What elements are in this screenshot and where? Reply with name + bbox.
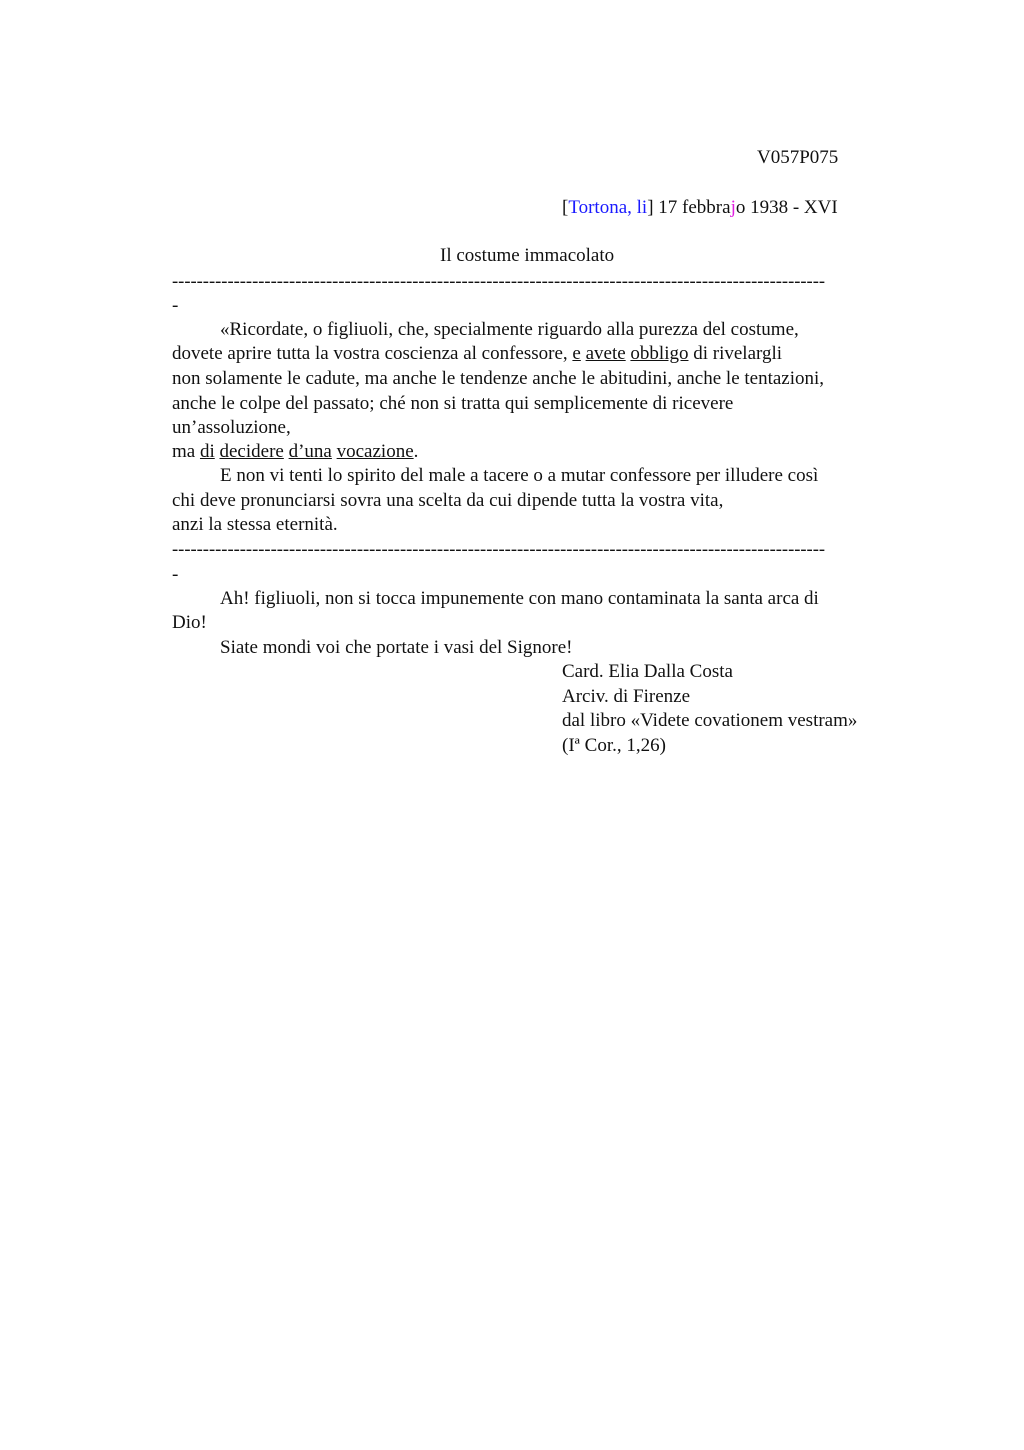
separator-line: ---------------------------------------------------------------------------------------------------------- — [172, 272, 826, 292]
underlined-word: d’una — [288, 441, 332, 462]
separator-tail: - — [172, 564, 179, 585]
text-run: . — [413, 441, 419, 462]
signature-reference: (Iª Cor., 1,26) — [562, 735, 666, 756]
paragraph-1-line: un’assoluzione, — [172, 417, 291, 438]
separator-tail: - — [172, 295, 179, 316]
paragraph-3-line: Ah! figliuoli, non si tocca impunemente con mano contaminata la santa arca di — [220, 588, 819, 609]
underlined-word: avete — [585, 343, 626, 364]
text-run: di rivelargli — [688, 343, 783, 364]
paragraph-2-line: chi deve pronunciarsi sovra una scelta da cui dipende tutta la vostra vita, — [172, 490, 724, 511]
paragraph-1-line — [172, 342, 782, 366]
bracket-open: [ — [562, 197, 569, 218]
paragraph-3-line: Dio! — [172, 612, 207, 633]
dateline-date-part: 17 febbra — [653, 197, 731, 218]
text-run: ma — [172, 441, 200, 462]
paragraph-2-line: anzi la stessa eternità. — [172, 514, 338, 535]
paragraph-1-line: «Ricordate, o figliuoli, che, specialmente riguardo alla purezza del costume, — [220, 319, 799, 340]
separator-line: ---------------------------------------------------------------------------------------------------------- — [172, 540, 826, 560]
underlined-word: vocazione — [336, 441, 414, 462]
paragraph-2-line: E non vi tenti lo spirito del male a tacere o a mutar confessore per illudere così — [220, 465, 819, 486]
document-id: V057P075 — [757, 147, 839, 168]
dateline-date-part: o 1938 - XVI — [735, 197, 838, 218]
signature-role: Arciv. di Firenze — [562, 686, 691, 707]
underlined-word: obbligo — [630, 343, 689, 364]
paragraph-1-line — [172, 440, 418, 464]
signature-source: dal libro «Videte covationem vestram» — [562, 710, 858, 731]
underlined-word: di — [199, 441, 215, 462]
document-title: Il costume immacolato — [440, 245, 615, 266]
paragraph-3-line: Siate mondi voi che portate i vasi del Signore! — [220, 637, 573, 658]
bracket-close: ] — [647, 197, 654, 218]
dateline — [562, 196, 838, 220]
dateline-date-letter: j — [730, 197, 736, 218]
paragraph-1-line: anche le colpe del passato; ché non si tratta qui semplicemente di ricevere — [172, 393, 734, 414]
underlined-word: decidere — [219, 441, 284, 462]
signature-name: Card. Elia Dalla Costa — [562, 661, 733, 682]
dateline-place: Tortona, li — [568, 197, 648, 218]
underlined-word: e — [572, 343, 581, 364]
paragraph-1-line: non solamente le cadute, ma anche le tendenze anche le abitudini, anche le tentazioni, — [172, 368, 825, 389]
text-run: dovete aprire tutta la vostra coscienza al confessore, — [172, 343, 573, 364]
